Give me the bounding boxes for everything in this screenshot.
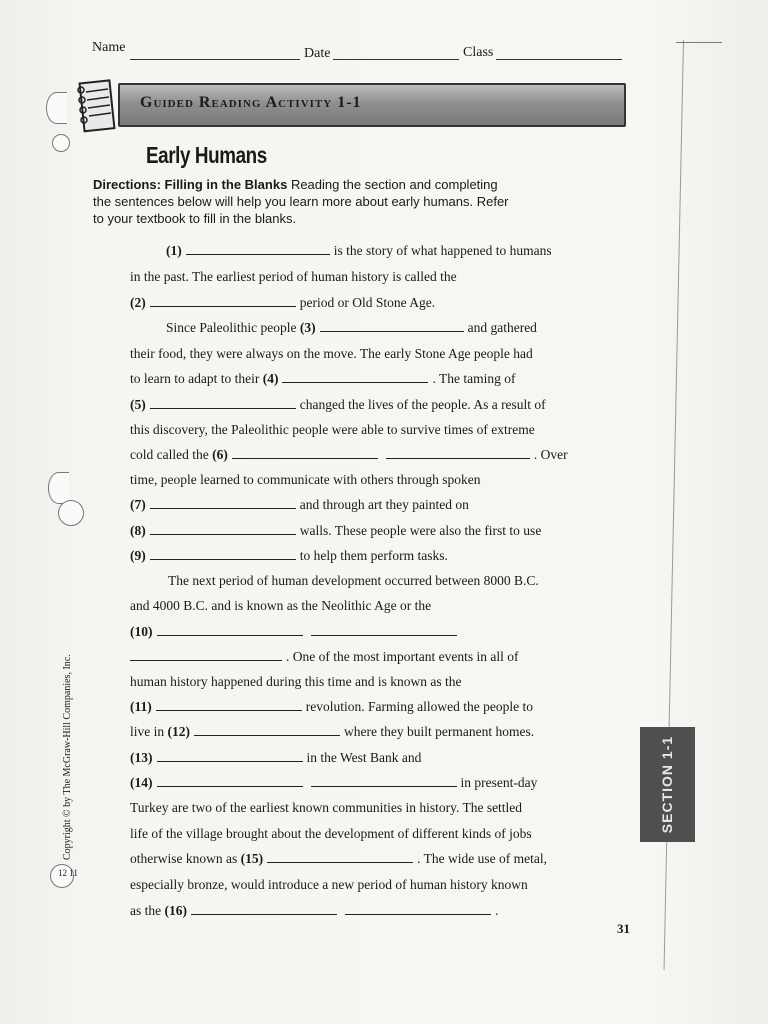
blank-6a[interactable]	[232, 447, 378, 459]
blank-11[interactable]	[156, 699, 302, 711]
blank-7[interactable]	[150, 497, 296, 509]
text-line: life of the village brought about the development of different kinds of jobs	[130, 826, 532, 841]
binder-hole	[46, 92, 67, 124]
blank-14b[interactable]	[311, 775, 457, 787]
blank-10a[interactable]	[157, 624, 303, 636]
name-label: Name	[92, 40, 126, 55]
text-line: (9) to help them perform tasks.	[130, 548, 448, 563]
blank-16b[interactable]	[345, 903, 491, 915]
page-corner	[676, 42, 722, 43]
copyright-notice: Copyright © by The McGraw-Hill Companies, Inc.	[62, 654, 73, 860]
text-line: time, people learned to communicate with others through spoken	[130, 472, 481, 487]
binder-hole	[58, 500, 84, 526]
binder-hole	[48, 472, 69, 504]
date-label: Date	[304, 46, 331, 61]
text-line: to learn to adapt to their (4) . The taming of	[130, 371, 516, 386]
blank-9[interactable]	[150, 548, 296, 560]
text-line: (10)	[130, 624, 461, 640]
side-number: 12 11	[58, 868, 78, 878]
section-tab	[640, 727, 695, 842]
text-line: (13) in the West Bank and	[130, 750, 422, 765]
text-line: The next period of human development occurred between 8000 B.C.	[168, 573, 539, 588]
blank-16a[interactable]	[191, 903, 337, 915]
text-line: live in (12) where they built permanent homes.	[130, 724, 535, 739]
text-line: as the (16) .	[130, 903, 499, 918]
text-line: (7) and through art they painted on	[130, 497, 469, 512]
blank-10c[interactable]	[130, 649, 282, 661]
blank-12[interactable]	[194, 724, 340, 736]
directions-label: Directions: Filling in the Blanks	[93, 177, 288, 192]
date-field[interactable]	[333, 59, 459, 60]
blank-4[interactable]	[282, 371, 428, 383]
blank-2[interactable]	[150, 295, 296, 307]
text-line: (2) period or Old Stone Age.	[130, 295, 436, 310]
blank-8[interactable]	[150, 523, 296, 535]
blank-13[interactable]	[157, 750, 303, 762]
class-field[interactable]	[496, 59, 622, 60]
text-line: (8) walls. These people were also the first to use	[130, 523, 542, 538]
blank-5[interactable]	[150, 397, 296, 409]
text-line: otherwise known as (15) . The wide use of metal,	[130, 851, 547, 866]
text-line: (5) changed the lives of the people. As a result of	[130, 397, 546, 412]
blank-6b[interactable]	[386, 447, 530, 459]
page-number: 31	[617, 921, 630, 936]
text-line: this discovery, the Paleolithic people were able to survive times of extreme	[130, 422, 535, 437]
name-field[interactable]	[130, 59, 300, 60]
blank-1[interactable]	[186, 243, 330, 255]
page-title: Early Humans	[146, 142, 267, 168]
text-line: Turkey are two of the earliest known communities in history. The settled	[130, 800, 523, 815]
text-line: especially bronze, would introduce a new period of human history known	[130, 877, 528, 892]
text-line: human history happened during this time and is known as the	[130, 674, 462, 689]
activity-banner	[118, 83, 626, 127]
binder-hole	[52, 134, 70, 152]
text-line: . One of the most important events in all of	[130, 649, 518, 665]
notebook-icon	[74, 78, 116, 134]
text-line: (14) in present-day	[130, 775, 538, 790]
blank-14a[interactable]	[157, 775, 303, 787]
text-line: (11) revolution. Farming allowed the people to	[130, 699, 533, 714]
text-line: their food, they were always on the move. The early Stone Age people had	[130, 346, 533, 361]
class-label: Class	[463, 45, 494, 60]
text-line: and 4000 B.C. and is known as the Neolithic Age or the	[130, 598, 432, 613]
section-tab-label: SECTION 1-1	[659, 735, 675, 834]
blank-15[interactable]	[267, 851, 413, 863]
text-line: cold called the (6) . Over	[130, 447, 568, 462]
text-line: (1) is the story of what happened to humans	[166, 243, 552, 258]
text-line: in the past. The earliest period of human history is called the	[130, 269, 457, 284]
blank-10b[interactable]	[311, 624, 457, 636]
directions	[93, 176, 513, 227]
text-line: Since Paleolithic people (3) and gathered	[166, 320, 537, 335]
banner-title: Guided Reading Activity 1-1	[140, 94, 362, 111]
directions-text: Reading the section and completing the sentences below will help you learn more about early humans. Refer to your textbook to fill in the blanks.	[93, 177, 509, 226]
blank-3[interactable]	[320, 320, 464, 332]
